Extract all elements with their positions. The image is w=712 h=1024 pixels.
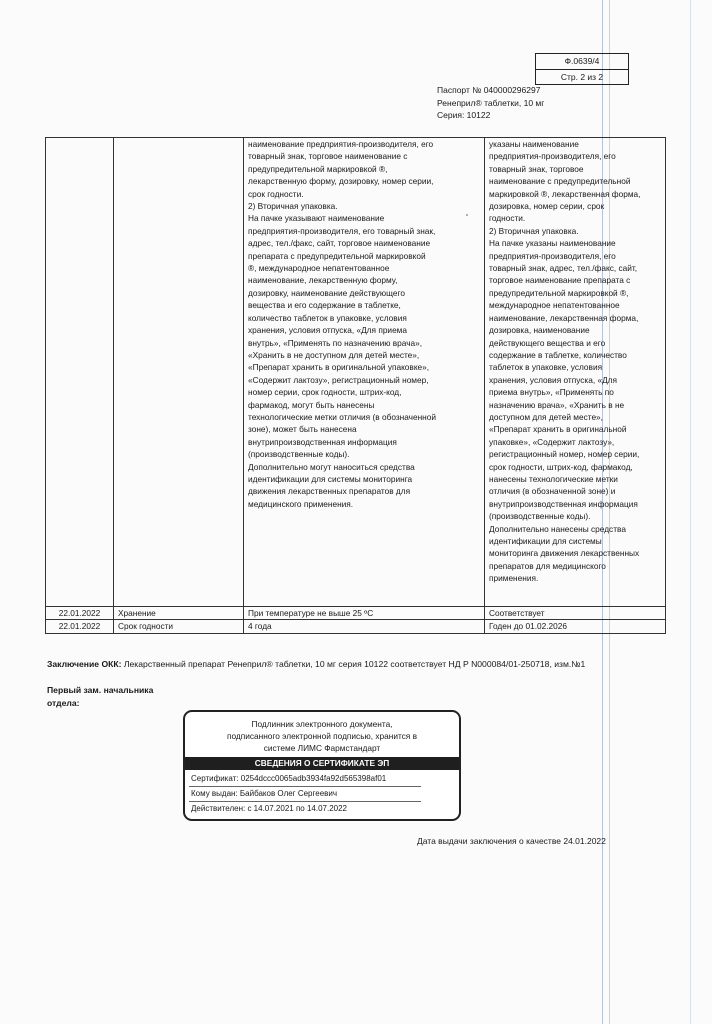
conclusion-text: Лекарственный препарат Ренеприл® таблетки, 10 мг серия 10122 соответствует НД Р N000084/01-250718, изм.№1	[121, 659, 586, 669]
certificate-validity: Действителен: с 14.07.2021 по 14.07.2022	[191, 804, 347, 813]
date-cell: 22.01.2022	[46, 620, 114, 633]
form-code-box	[535, 53, 629, 85]
page-number: Стр. 2 из 2	[536, 69, 628, 85]
table-row	[46, 620, 666, 633]
result-cell: Соответствует	[485, 607, 666, 620]
signatory-title: Первый зам. начальника	[47, 685, 154, 695]
passport-info	[437, 84, 544, 122]
date-cell: 22.01.2022	[46, 607, 114, 620]
issue-date: Дата выдачи заключения о качестве 24.01.2022	[417, 836, 606, 846]
scan-line	[690, 0, 691, 1024]
electronic-signature-stamp	[183, 710, 461, 821]
divider	[189, 801, 421, 802]
result-cell: Годен до 01.02.2026	[485, 620, 666, 633]
requirement-cell: наименование предприятия-производителя, его товарный знак, торговое наименование с предупредительной маркировкой ®, лекарственную форму, дозировку, номер серии, срок годности. 2) Вторичная упаковка. На пачке указывают наименование предприятия-производителя, его товарный знак, адрес, тел./факс, сайт, торговое наименование препарата с предупредительной маркировкой ®, международное непатентованное наименование, лекарственную форму, дозировку, наименование действующего вещества и его содержание в таблетке, количество таблеток в упаковке, условия хранения, условия отпуска, «Для приема внутрь», «Применять по назначению врача», «Хранить в не доступном для детей месте», «Препарат хранить в оригинальной упаковке», «Содержит лактозу», регистрационный номер, номер серии, срок годности, штрих-код, фармакод, могут быть нанесены технологические метки отличия (в обозначенной зоне), может быть нанесена внутрипроизводственная информация (производственные коды). Дополнительно могут наноситься средства идентификации для системы мониторинга движения лекарственных препаратов для медицинского применения.	[244, 138, 485, 607]
stamp-note: Подлинник электронного документа, подписанного электронной подписью, хранится в системе ЛИМС Фармстандарт	[226, 719, 418, 753]
parameter-cell	[114, 138, 244, 607]
passport-number: Паспорт № 040000296297	[437, 85, 541, 95]
certificate-owner: Кому выдан: Байбаков Олег Сергеевич	[191, 789, 338, 798]
table-row	[46, 607, 666, 620]
form-code: Ф.0639/4	[564, 56, 600, 66]
certificate-id: Сертификат: 0254dccc0065adb3934fa92d565398af01	[191, 774, 387, 783]
requirement-cell: При температуре не выше 25 ºС	[244, 607, 485, 620]
date-cell	[46, 138, 114, 607]
parameter-cell: Срок годности	[114, 620, 244, 633]
table-row	[46, 138, 666, 607]
divider	[189, 786, 421, 787]
qc-conclusion	[47, 658, 617, 671]
signatory-department: отдела:	[47, 698, 80, 708]
stamp-header: СВЕДЕНИЯ О СЕРТИФИКАТЕ ЭП	[185, 757, 459, 770]
series-number: Серия: 10122	[437, 110, 491, 120]
requirement-cell: 4 года	[244, 620, 485, 633]
result-cell: указаны наименование предприятия-производителя, его товарный знак, торговое наименование с предупредительной маркировкой ®, лекарственная форма, дозировка, номер серии, срок годности. 2) Вторичная упаковка. На пачке указаны наименование предприятия-производителя, его товарный знак, адрес, тел./факс, сайт, торговое наименование препарата с предупредительной маркировкой ®, международное непатентованное наименование, лекарственная форма, дозировка, наименование действующего вещества и его содержание в таблетке, количество таблеток в упаковке, условия хранения, условия отпуска, «Для приема внутрь», «Применять по назначению врача», «Хранить в не доступном для детей месте», «Препарат хранить в оригинальной упаковке», «Содержит лактозу», регистрационный номер, номер серии, срок годности, штрих-код, фармакод, нанесены технологические метки отличия (в обозначенной зоне) и внутрипроизводственная информация (производственные коды). Дополнительно нанесены средства идентификации для системы мониторинга движения лекарственных препаратов для медицинского применения.	[485, 138, 666, 607]
test-results-table	[45, 137, 666, 634]
conclusion-label: Заключение ОКК:	[47, 659, 122, 669]
parameter-cell: Хранение	[114, 607, 244, 620]
product-name: Ренеприл® таблетки, 10 мг	[437, 97, 545, 108]
